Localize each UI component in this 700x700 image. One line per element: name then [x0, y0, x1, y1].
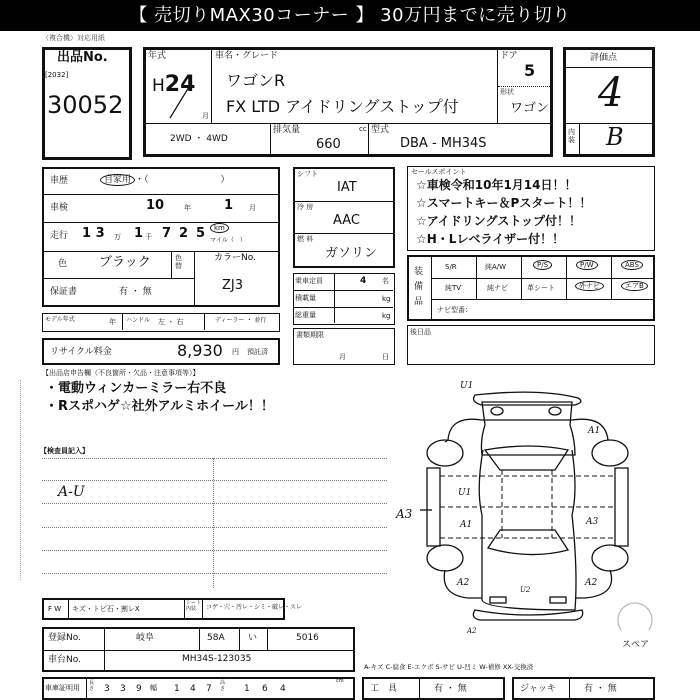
score-box [563, 47, 655, 157]
width-label: 幅 [150, 684, 157, 692]
damage-legend: A-キズ C-腐食 E-エクボ S-サビ U-凹ミ W-補修 XX-交換済 [364, 663, 534, 671]
equipment-item: ABS [621, 260, 643, 270]
model-year-unit: 年 [109, 318, 116, 326]
equipment-item: 革シート [527, 284, 555, 292]
height-digit: 6 [262, 684, 268, 694]
mileage-sen-unit: 千 [145, 233, 152, 241]
length-digit: 3 [104, 684, 110, 694]
height-label: 高さ [220, 680, 226, 692]
history-label: 車歴 [50, 176, 69, 186]
car-damage-diagram [390, 370, 700, 630]
passengers-label: 乗車定員 [295, 277, 323, 285]
inspection-month: 1 [224, 198, 234, 213]
capacity-table [293, 273, 395, 325]
door-count: 5 [524, 61, 536, 80]
damage-mark: A1 [460, 520, 473, 530]
recycle-label: リサイクル料金 [50, 347, 112, 357]
form-note: （複合機）対応用紙 [42, 34, 105, 42]
color-no-label: カラーNo. [214, 253, 256, 263]
garage-label: 車庫証明用 [45, 684, 80, 692]
equipment-item: P/S [533, 260, 552, 270]
equipment-item: 外ナビ [575, 281, 604, 291]
glass-seat-row [42, 598, 303, 620]
fuel-value: ガソリン [325, 246, 378, 261]
mileage-sen: 1 [134, 226, 144, 241]
year-label: 年式 [148, 51, 167, 61]
shift-value: IAT [337, 180, 357, 195]
documents-label: 書類期限 [296, 331, 324, 339]
equipment-item: エアB [621, 281, 648, 291]
garage-unit: cm [336, 678, 344, 684]
damage-mark: U1 [460, 381, 474, 391]
body-shape: ワゴン [510, 101, 550, 116]
load-label: 積載量 [295, 294, 316, 302]
tools-value: 有 ・ 無 [434, 684, 467, 694]
lot-number: 30052 [47, 91, 124, 119]
reg-class: 58A [207, 633, 225, 643]
title-banner: 【 売切りMAX30コーナー 】 30万円までに売り切り [0, 0, 700, 31]
mileage-digit: 2 [179, 226, 189, 241]
later-items-box [407, 325, 655, 365]
aircon-label: 冷 房 [297, 203, 314, 211]
seller-note: ・Rスポハゲ☆社外アルミホイール！！ [45, 399, 274, 414]
mile-option: マイル（ ） [210, 237, 246, 244]
width-digit: 4 [190, 684, 196, 694]
mileage-digit: 7 [162, 226, 172, 241]
sales-point: ☆車検令和10年1月14日！！ [416, 178, 577, 192]
weight-label: 総重量 [295, 311, 316, 319]
color-changed-label: 色替 [175, 254, 182, 271]
spec-box [293, 167, 395, 268]
damage-mark: A2 [585, 578, 598, 588]
model-label: 型式 [371, 125, 390, 135]
model-code: DBA - MH34S [400, 136, 487, 151]
garage-row [42, 677, 355, 700]
color-number: ZJ3 [222, 278, 244, 293]
handle-value: 左 ・ 右 [158, 318, 184, 326]
equipment-cell [533, 261, 552, 269]
damage-mark: U2 [520, 586, 531, 594]
cc-unit: cc [359, 125, 367, 133]
door-label: ドア [500, 51, 518, 61]
car-name: ワゴンR [226, 71, 286, 90]
shift-label: シフト [297, 170, 318, 178]
mileage-man-unit: 万 [114, 233, 121, 241]
inspector-note: A-U [58, 484, 85, 500]
sales-points [407, 166, 655, 251]
fw-items: キズ・トビ石・割レX [72, 605, 140, 613]
passengers-value: 4 [360, 276, 367, 286]
recycle-status: 預託済 [247, 348, 268, 356]
passengers-unit: 名 [382, 277, 389, 285]
damage-mark: A1 [588, 426, 601, 436]
shape-label: 形状 [500, 88, 514, 96]
equipment-item: S/R [445, 263, 457, 271]
reg-area: 岐阜 [136, 633, 155, 643]
handle-label: ハンドル [126, 317, 151, 324]
documents-month: 月 [339, 353, 346, 361]
length-digit: 9 [136, 684, 142, 694]
recycle-fee: 8,930 [177, 341, 223, 360]
seller-note: ・電動ウィンカーミラー右不良 [45, 381, 227, 396]
dealer-value: ディーラー ・ 並行 [215, 317, 267, 324]
equipment-cell [575, 282, 604, 290]
recycle-row [42, 338, 280, 365]
height-digit: 1 [244, 684, 250, 694]
fuel-label: 燃 料 [297, 235, 314, 243]
era: H [152, 76, 165, 96]
aircon-value: AAC [333, 213, 360, 228]
drive-type: 2WD ・ 4WD [170, 134, 228, 144]
equipment-item: P/W [576, 260, 598, 270]
model-year-label: モデル年式 [45, 316, 75, 323]
km-option [210, 224, 229, 232]
sales-point: ☆スマートキー＆Pスタート！！ [416, 196, 592, 210]
equipment-item: 純A/W [485, 263, 507, 271]
displacement: 660 [316, 137, 341, 152]
registration-table [42, 627, 355, 672]
navi-model-label: ナビ型番： [437, 306, 472, 314]
length-digit: 3 [120, 684, 126, 694]
reg-kana: い [248, 633, 258, 643]
documents-box [293, 328, 395, 365]
inspection-label: 車検 [50, 203, 69, 213]
score-label: 評価点 [590, 53, 618, 63]
sales-points-label: セールスポイント [411, 168, 467, 176]
registration-label: 登録No. [48, 633, 81, 643]
car-grade: FX LTD アイドリングストップ付 [226, 97, 459, 116]
damage-mark: A3 [586, 517, 599, 527]
jack-box [512, 677, 655, 700]
lot-label: 出品No. [57, 50, 108, 65]
damage-mark: A3 [396, 507, 413, 521]
lot-stamp: [2032] [45, 71, 69, 79]
chassis-label: 車台No. [48, 655, 81, 665]
length-label: 長さ [89, 680, 95, 692]
year-slash [166, 80, 196, 120]
fw-label: F W [48, 605, 62, 613]
inspection-month-unit: 月 [249, 204, 256, 212]
jack-label: ジャッキ [520, 684, 556, 694]
color-value: ブラック [99, 255, 151, 270]
history-rest: ・（ ） [135, 175, 230, 185]
equipment-item: 純ナビ [487, 284, 508, 292]
equipment-cell [621, 282, 648, 290]
equipment-cell [621, 261, 643, 269]
spare-tire-icon [618, 603, 652, 630]
model-year-row [42, 313, 280, 332]
spare-label: スペア [622, 640, 650, 650]
equipment-cell [576, 261, 598, 269]
weight-unit: kg [382, 312, 391, 320]
width-digit: 1 [174, 684, 180, 694]
tools-label: 工 具 [370, 684, 398, 694]
month-label: 月 [202, 112, 209, 120]
reg-number: 5016 [296, 633, 319, 643]
displacement-label: 排気量 [273, 125, 301, 135]
damage-mark: A2 [467, 627, 477, 635]
mileage-label: 走行 [50, 231, 69, 241]
width-digit: 7 [206, 684, 212, 694]
interior-label: 内装 [568, 128, 575, 145]
seat-items: コゲ・穴・汚レ・シミ・破レ・スレ [206, 604, 303, 611]
equipment-item: 純TV [445, 284, 462, 292]
lot-box [42, 47, 132, 160]
warranty-label: 保証書 [50, 287, 78, 297]
color-label: 色 [58, 259, 68, 269]
inspection-year: 10 [146, 198, 165, 213]
history-field [100, 175, 230, 185]
inspection-year-unit: 年 [184, 204, 191, 212]
sales-point: ☆H・Lレベライザー付！！ [416, 232, 565, 246]
mileage-man: 1 3 [82, 226, 105, 241]
seller-notes-label: 【出品店申告欄（不良箇所・欠品・注意事項等）】 [42, 369, 200, 377]
year-value: 24 [164, 72, 196, 97]
km-unit: km [210, 223, 229, 233]
load-unit: kg [382, 295, 391, 303]
info-table [42, 167, 280, 307]
warranty-value: 有 ・ 無 [119, 287, 152, 297]
later-items-label: 後日品 [410, 328, 431, 336]
equipment-table [407, 255, 655, 321]
recycle-unit: 円 [232, 348, 239, 356]
vehicle-box [143, 47, 553, 157]
equipment-label: 装備品 [414, 267, 424, 307]
tools-box [362, 677, 505, 700]
chassis-number: MH34S-123035 [182, 654, 252, 664]
seat-label: シート内装 [186, 600, 202, 612]
inspector-label: 【検査員記入】 [40, 447, 89, 455]
sales-point: ☆アイドリングストップ付！！ [416, 214, 581, 228]
mileage-digit: 5 [196, 226, 206, 241]
score-value: 4 [598, 70, 624, 116]
name-label: 車名・グレード [215, 51, 279, 61]
height-digit: 4 [280, 684, 286, 694]
jack-value: 有 ・ 無 [584, 684, 617, 694]
documents-day: 日 [382, 353, 389, 361]
damage-mark: U1 [458, 488, 472, 498]
interior-score: B [606, 123, 624, 151]
history-value: 自家用 [100, 174, 135, 186]
damage-mark: A2 [457, 578, 470, 588]
